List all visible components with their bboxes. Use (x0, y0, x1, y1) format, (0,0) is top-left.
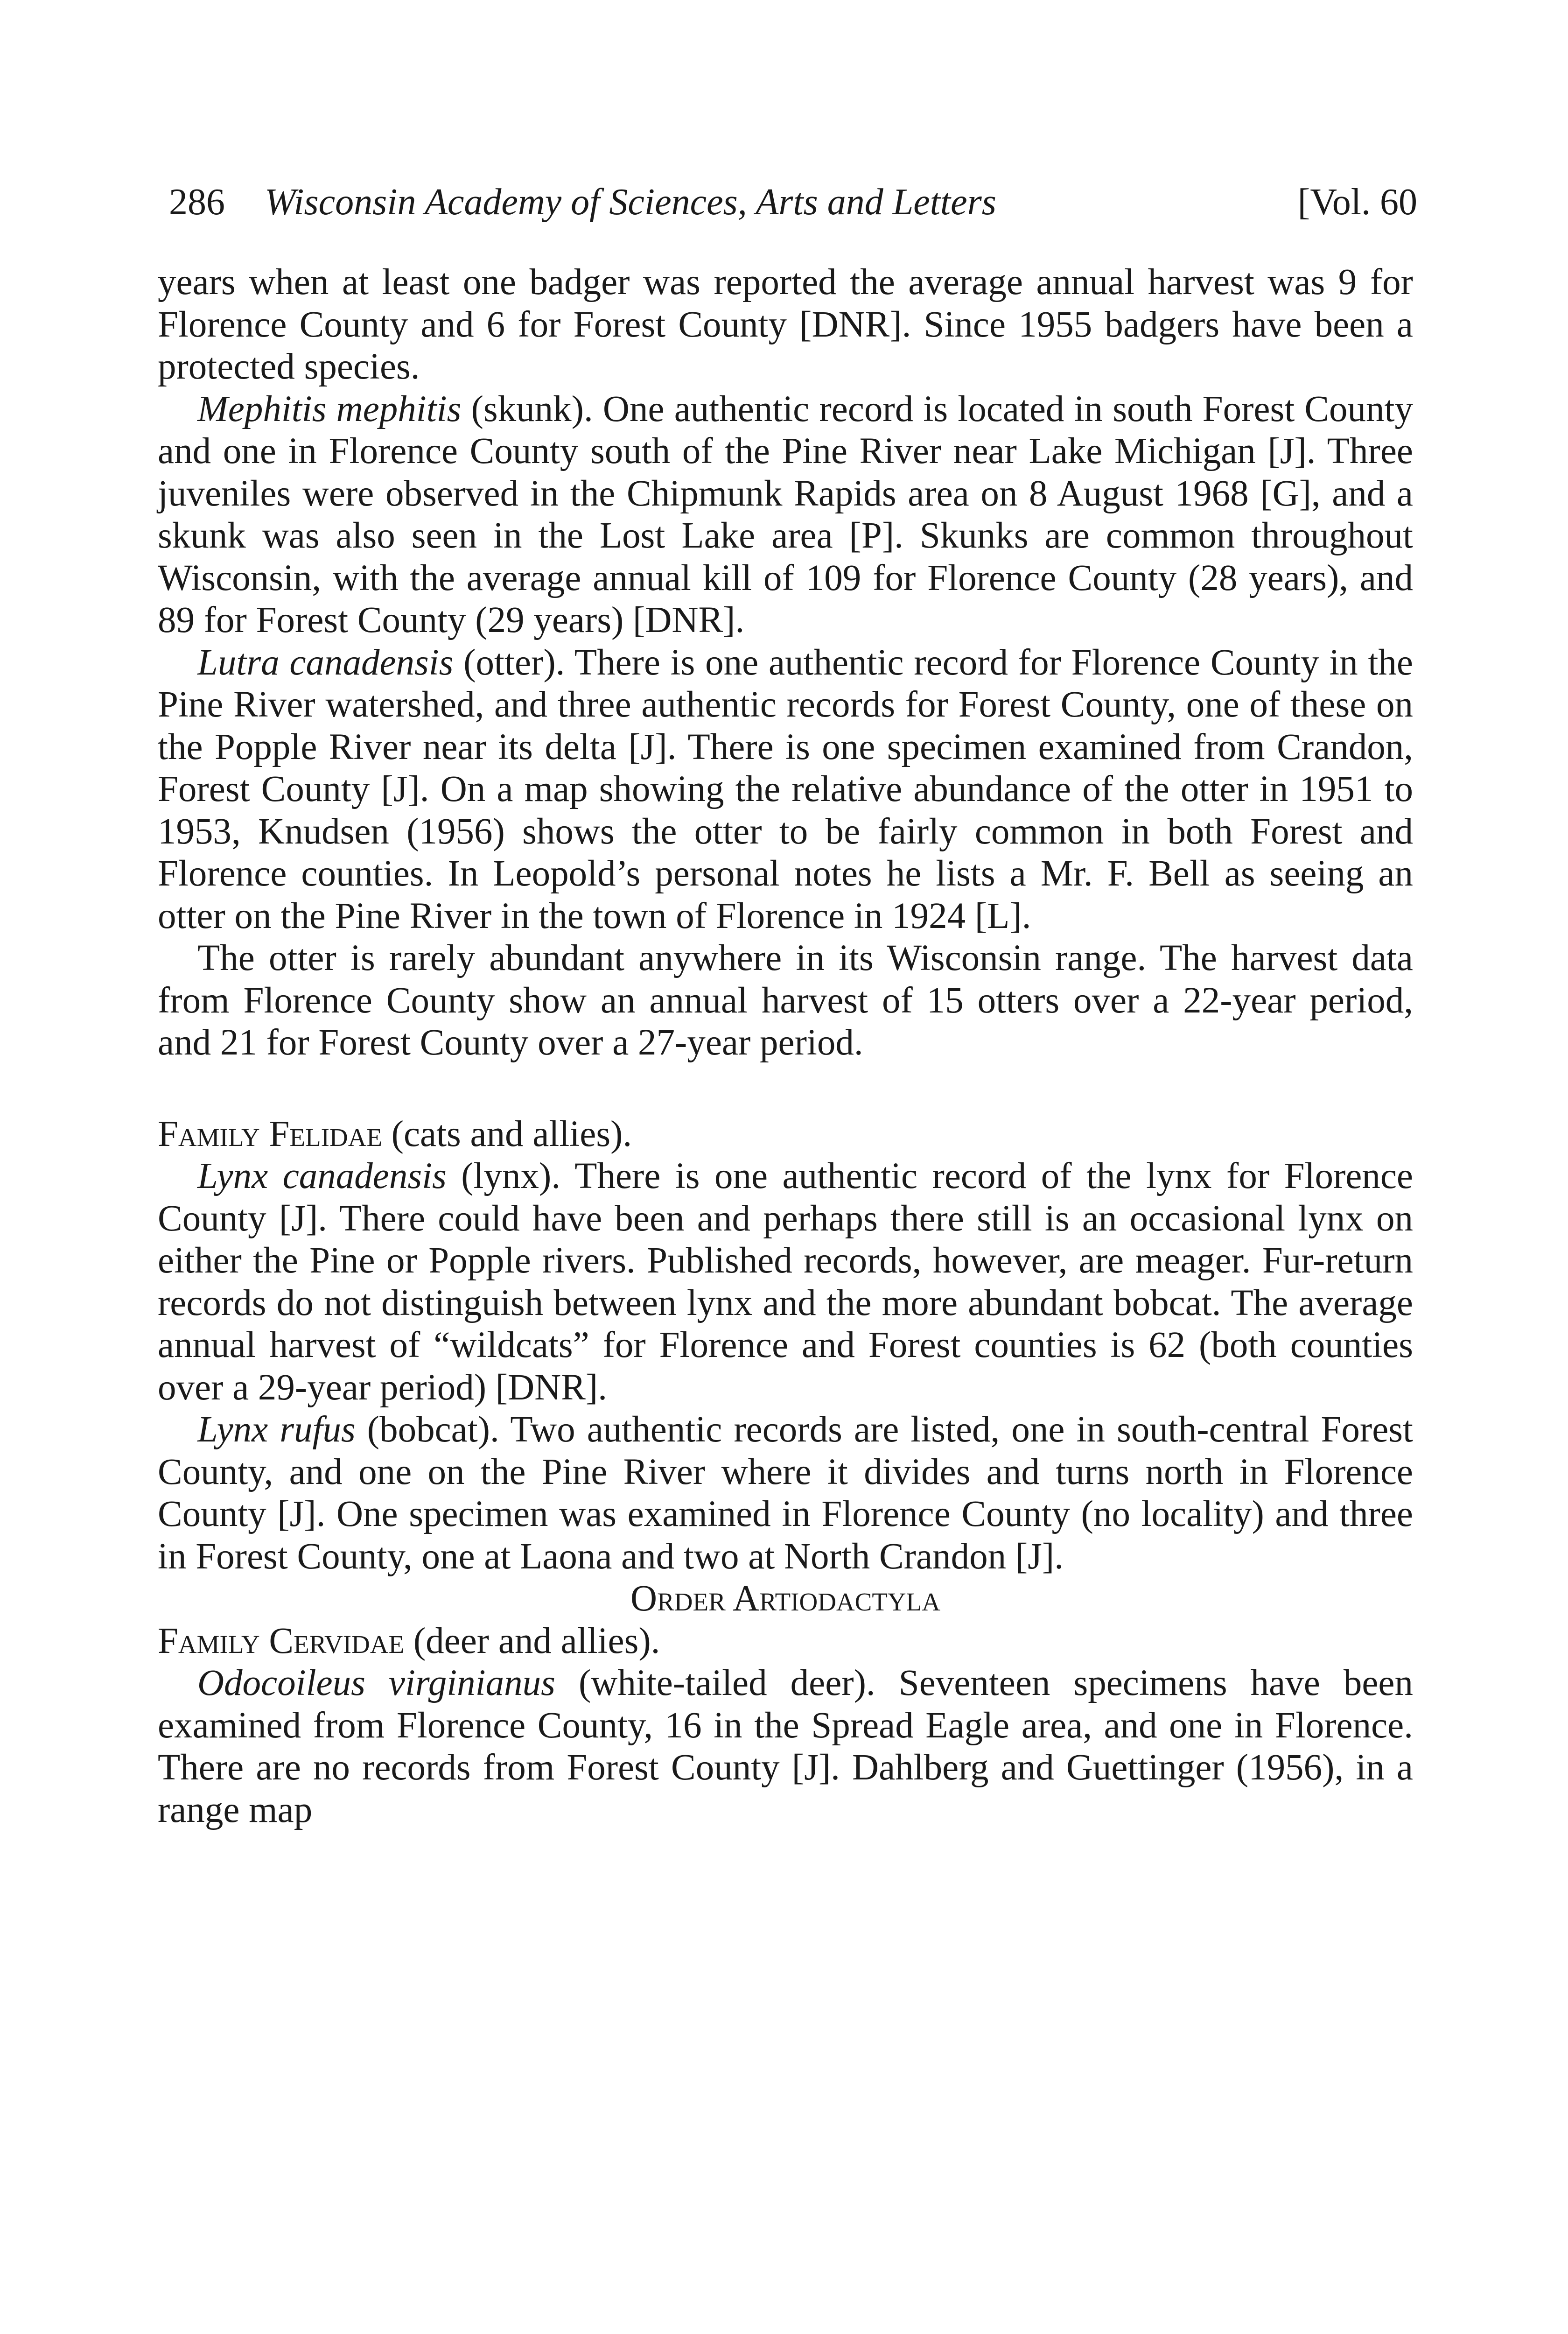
journal-title: Wisconsin Academy of Sciences, Arts and Letters (265, 182, 996, 223)
family-label: Family Felidae (158, 1113, 382, 1154)
volume-label: [Vol. 60 (1297, 182, 1417, 223)
family-description: (deer and allies). (404, 1620, 660, 1661)
paragraph-deer (158, 1662, 1413, 1831)
paragraph-badger-continued (158, 261, 1413, 388)
species-name: Odocoileus virginianus (197, 1663, 555, 1703)
paragraph-text: (lynx). There is one authentic record of the lynx for Florence County [J]. There could have been and perhaps there still is an occasional lynx on either the Pine or Popple rivers. Published records, however, are meager. Fur-return records do not distinguish between lynx and the more abundant bobcat. The average annual harvest of “wildcats” for Florence and Forest counties is 62 (both counties over a 29-year period) [DNR]. (158, 1156, 1413, 1408)
paragraph-text: (otter). There is one authentic record for Florence County in the Pine River watershed, and three authentic records for Forest County, one of these on the Popple River near its delta [J]. There is one specimen examined from Crandon, Forest County [J]. On a map showing the relative abundance of the otter in 1951 to 1953, Knudsen (1956) shows the otter to be fairly common in both Forest and Florence counties. In Leopold’s personal notes he lists a Mr. F. Bell as seeing an otter on the Pine River in the town of Florence in 1924 [L]. (158, 642, 1413, 936)
paragraph-text: (bobcat). Two authentic records are listed, one in south-central Forest County, and one on the Pine River where it divides and turns north in Florence County [J]. One specimen was examined in Florence County (no locality) and three in Forest County, one at Laona and two at North Crandon [J]. (158, 1409, 1413, 1577)
paragraph-text: (skunk). One authentic record is located in south Forest County and one in Florence County south of the Pine River near Lake Michigan [J]. Three juveniles were observed in the Chipmunk Rapids area on 8 August 1968 [G], and a skunk was also seen in the Lost Lake area [P]. Skunks are common throughout Wisconsin, with the average annual kill of 109 for Florence County (28 years), and 89 for Forest County (29 years) [DNR]. (158, 388, 1413, 640)
family-heading-cervidae (158, 1620, 1413, 1663)
paragraph-text: (white-tailed deer). Seventeen specimens have been examined from Florence County, 16 in the Spread Eagle area, and one in Florence. There are no records from Forest County [J]. Dahlberg and Guettinger (1956), in a range map (158, 1663, 1413, 1830)
paragraph-text: The otter is rarely abundant anywhere in its Wisconsin range. The harvest data from Florence County show an annual harvest of 15 otters over a 22-year period, and 21 for Forest County over a 27-year period. (158, 938, 1413, 1063)
paragraph-lynx (158, 1155, 1413, 1409)
species-name: Lynx canadensis (197, 1156, 447, 1196)
paragraph-text: years when at least one badger was reported the average annual harvest was 9 for Florence County and 6 for Forest County [DNR]. Since 1955 badgers have been a protected species. (158, 262, 1413, 387)
running-head (169, 176, 1417, 228)
species-name: Lynx rufus (197, 1409, 356, 1450)
family-heading-felidae (158, 1113, 1413, 1156)
order-heading: Order Artiodactyla (630, 1578, 940, 1619)
paragraph-otter-harvest (158, 937, 1413, 1064)
page-number: 286 (169, 182, 225, 223)
family-description: (cats and allies). (382, 1113, 632, 1154)
species-name: Mephitis mephitis (197, 388, 462, 429)
paragraph-bobcat (158, 1409, 1413, 1578)
paragraph-skunk (158, 388, 1413, 642)
body-text (158, 261, 1413, 1831)
family-label: Family Cervidae (158, 1620, 405, 1661)
paragraph-otter (158, 642, 1413, 938)
species-name: Lutra canadensis (197, 642, 454, 683)
